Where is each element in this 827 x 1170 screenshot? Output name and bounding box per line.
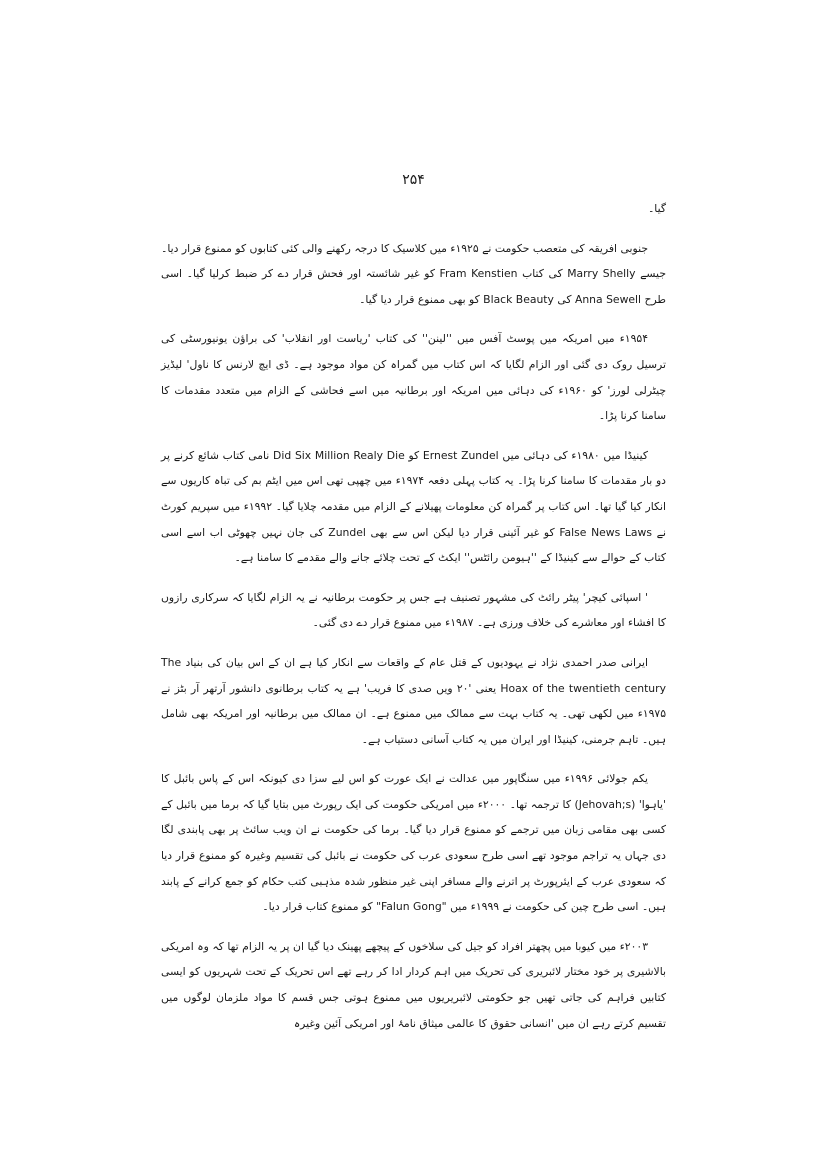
paragraph-iran-hoax: ایرانی صدر احمدی نژاد نے یہودیوں کے قتل عام کے واقعات سے انکار کیا ہے ان کے اس بیان کی بنیاد The Hoax of the twentieth century یعنی '۲۰ ویں صدی کا فریب' ہے یہ کتاب برطانوی دانشور آرتھر آر بٹز نے ۱۹۷۵ء میں لکھی تھی۔ یہ کتاب بہت سے ممالک میں ممنوع ہے۔ ان ممالک میں برطانیہ اور امریکہ بھی شامل ہیں۔ تاہم جرمنی، کینیڈا اور ایران میں یہ کتاب آسانی دستیاب ہے۔ <box>161 655 666 746</box>
paragraph-us-post-office: ۱۹۵۴ء میں امریکہ میں پوسٹ آفس میں ''لینن'' کی کتاب 'ریاست اور انقلاب' کی براؤن یونیورسٹی کی ترسیل روک دی گئی اور الزام لگایا کہ اس کتاب میں گمراہ کن مواد موجود ہے۔ ڈی ایچ لارنس کا ناول' لیڈیز چیٹرلی لورز' کو ۱۹۶۰ء کی دہائی میں امریکہ اور برطانیہ میں اسے فحاشی کے الزام میں متعدد مقدمات کا سامنا کرنا پڑا۔ <box>161 332 666 423</box>
paragraph-continuation: گیا۔ <box>647 202 666 215</box>
paragraph-south-africa-ban: جنوبی افریقہ کی متعصب حکومت نے ۱۹۲۵ء میں کلاسیک کا درجہ رکھنے والی کئی کتابوں کو ممنوع قرار دیا۔ جیسے Marry Shelly کی کتاب Fram Kenstien کو غیر شائستہ اور فحش قرار دے کر ضبط کرلیا گیا۔ اسی طرح Anna Sewell کی Black Beauty کو بھی ممنوع قرار دیا گیا۔ <box>161 241 666 306</box>
paragraph-spycatcher: ' اسپائی کیچر' پیٹر رائٹ کی مشہور تصنیف ہے جس پر حکومت برطانیہ نے یہ الزام لگایا کہ سرکاری رازوں کا افشاء اور معاشرے کی خلاف ورزی ہے۔ ۱۹۸۷ء میں ممنوع قرار دے دی گئی۔ <box>161 590 666 630</box>
page-number: ۲۵۴ <box>402 172 425 188</box>
page-body <box>161 196 666 1036</box>
paragraph-cuba-libraries: ۲۰۰۳ء میں کیوبا میں پچھتر افراد کو جیل کی سلاخوں کے پیچھے پھینک دیا گیا ان پر یہ الزام تھا کہ وہ امریکی بالاشیری پر خود مختار لائبریری کی تحریک میں اہم کردار ادا کر رہے تھے اس تحریک کے تحت شہریوں کو ایسی کتابیں فراہم کی جاتی تھیں جو حکومتی لائبریریوں میں ممنوع ہوتی جس قسم کا مواد ملزمان لوگوں میں تقسیم کرتے رہے ان میں 'انسانی حقوق کا عالمی میثاق نامۂ اور امریکی آئین وغیرہ <box>161 939 666 1030</box>
paragraph-singapore-bible: یکم جولائی ۱۹۹۶ء میں سنگاپور میں عدالت نے ایک عورت کو اس لیے سزا دی کیونکہ اس کے پاس بائبل کا 'یاہوا' (Jehovah;s) کا ترجمہ تھا۔ ۲۰۰۰ء میں امریکی حکومت کی ایک رپورٹ میں بتایا گیا کہ برما میں بائبل کے کسی بھی مقامی زبان میں ترجمے کو ممنوع قرار دیا گیا۔ برما کی حکومت نے ان ویب سائٹ پر بھی پابندی لگا دی جہاں یہ تراجم موجود تھے اسی طرح سعودی عرب کی حکومت نے بائبل کی تقسیم وغیرہ کو ممنوع قرار دیا کہ سعودی عرب کے ایئرپورٹ پر اترنے والے مسافر اپنی غیر منظور شدہ مذہبی کتب حکام کو جمع کرانے کے پابند ہیں۔ اسی طرح چین کی حکومت نے ۱۹۹۹ء میں "Falun Gong" کو ممنوع کتاب قرار دیا۔ <box>161 772 666 914</box>
paragraph-canada-zundel: کینیڈا میں ۱۹۸۰ء کی دہائی میں Ernest Zundel کو Did Six Million Realy Die نامی کتاب شائع کرنے پر دو بار مقدمات کا سامنا کرنا پڑا۔ یہ کتاب پہلی دفعہ ۱۹۷۴ء میں چھپی تھی اس میں ایٹم بم کی تباہ کاریوں سے انکار کیا گیا تھا۔ اس کتاب پر گمراہ کن معلومات پھیلانے کے الزام میں مقدمہ چلایا گیا۔ ۱۹۹۲ء میں سپریم کورٹ نے False News Laws کو غیر آئینی قرار دیا لیکن اس سے بھی Zundel کی جان نہیں چھوٹی اب اسے اسی کتاب کے حوالے سے کینیڈا کے ''ہیومن رائٹس'' ایکٹ کے تحت چلائے جانے والے مقدمے کا سامنا ہے۔ <box>161 448 667 565</box>
